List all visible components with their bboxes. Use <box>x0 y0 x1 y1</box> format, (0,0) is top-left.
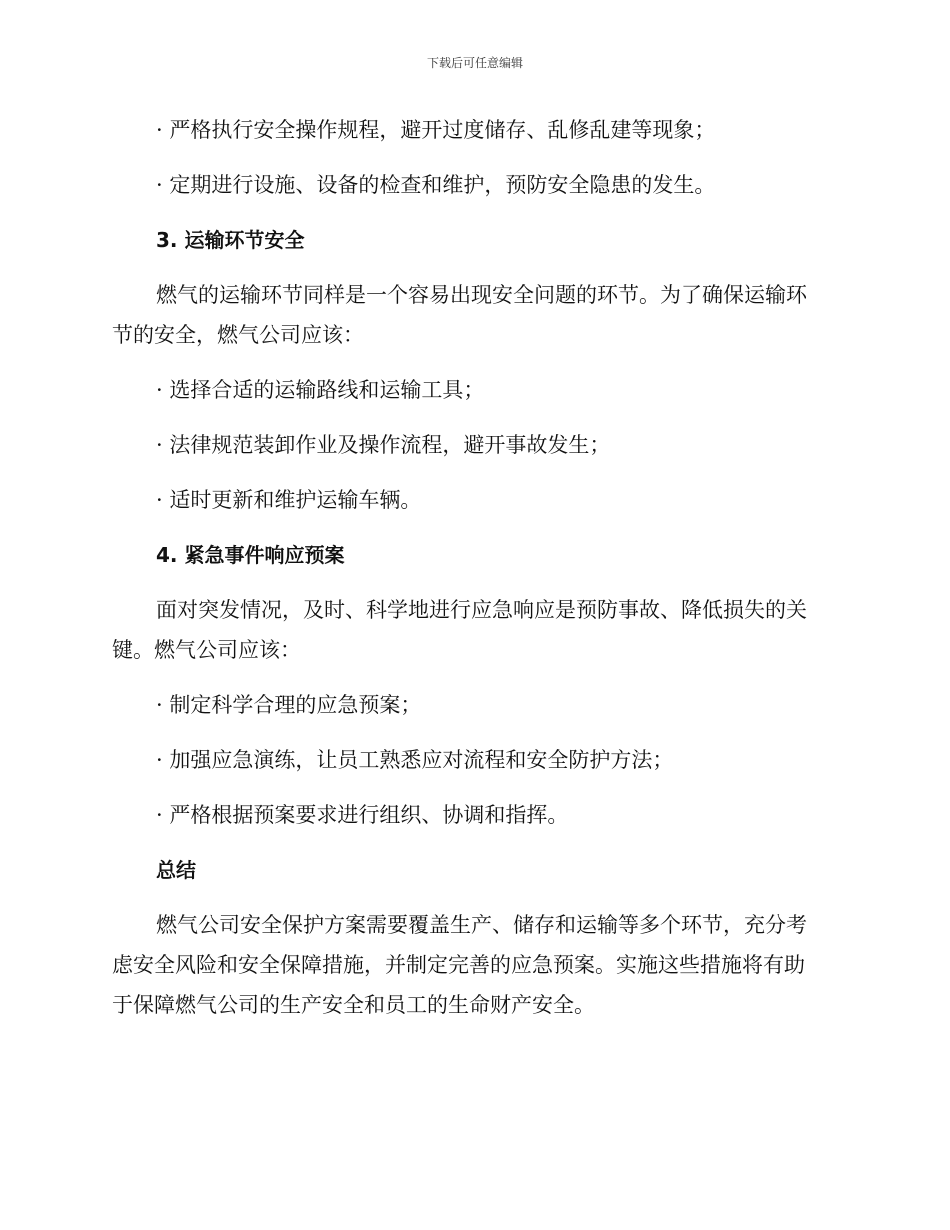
bullet-item: · 加强应急演练，让员工熟悉应对流程和安全防护方法； <box>156 748 674 772</box>
bullet-item: · 适时更新和维护运输车辆。 <box>156 488 422 512</box>
paragraph-line: 面对突发情况，及时、科学地进行应急响应是预防事故、降低损失的关 <box>156 598 807 622</box>
paragraph-line: 于保障燃气公司的生产安全和员工的生命财产安全。 <box>112 993 595 1017</box>
section-heading-summary: 总结 <box>156 858 196 882</box>
page-header: 下载后可任意编辑 <box>426 56 523 70</box>
bullet-item: · 制定科学合理的应急预案； <box>156 693 422 717</box>
paragraph-emergency <box>112 590 832 670</box>
paragraph-line: 键。燃气公司应该： <box>112 638 301 662</box>
paragraph-transport <box>112 275 832 355</box>
paragraph-line: 节的安全，燃气公司应该： <box>112 323 364 347</box>
document-body <box>112 110 832 1040</box>
paragraph-summary <box>112 905 832 1025</box>
paragraph-line: 虑安全风险和安全保障措施，并制定完善的应急预案。实施这些措施将有助 <box>112 953 805 977</box>
bullet-item: · 严格根据预案要求进行组织、协调和指挥。 <box>156 803 569 827</box>
bullet-item: · 法律规范装卸作业及操作流程，避开事故发生； <box>156 433 611 457</box>
bullet-item: · 定期进行设施、设备的检查和维护，预防安全隐患的发生。 <box>156 173 716 197</box>
paragraph-line: 燃气的运输环节同样是一个容易出现安全问题的环节。为了确保运输环 <box>156 283 807 307</box>
section-heading-transport: 3. 运输环节安全 <box>156 228 305 252</box>
paragraph-line: 燃气公司安全保护方案需要覆盖生产、储存和运输等多个环节，充分考 <box>156 913 807 937</box>
section-heading-emergency: 4. 紧急事件响应预案 <box>156 543 345 567</box>
bullet-item: · 严格执行安全操作规程，避开过度储存、乱修乱建等现象； <box>156 118 716 142</box>
bullet-item: · 选择合适的运输路线和运输工具； <box>156 378 485 402</box>
